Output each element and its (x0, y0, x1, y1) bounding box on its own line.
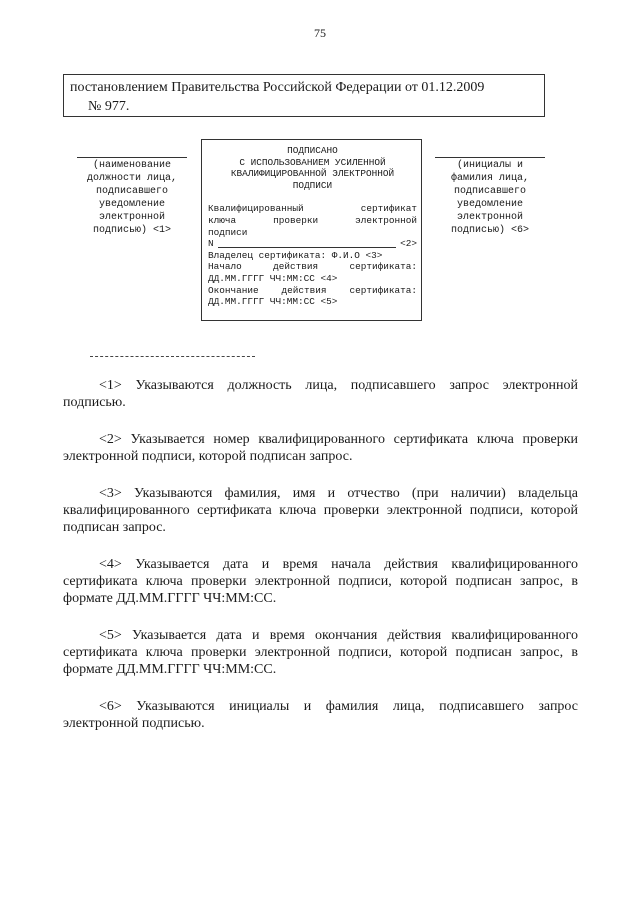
caption-line: подписавшего (95, 186, 168, 197)
certificate-owner: Владелец сертификата: Ф.И.О <3> (208, 249, 383, 261)
caption-line: подписью) <6> (450, 225, 529, 236)
stamp-header-line: ПОДПИСИ (292, 179, 333, 191)
validity-start-label: Начало действия сертификата: (208, 261, 417, 273)
validity-end-label: Окончание действия сертификата: (208, 284, 417, 296)
certificate-label-line: ключа проверки электронной (208, 214, 417, 226)
caption-line: подписью) <1> (92, 225, 171, 236)
caption-line: фамилия лица, (450, 173, 529, 184)
reference-box (63, 74, 545, 117)
stamp-header-line: С ИСПОЛЬЗОВАНИЕМ УСИЛЕННОЙ (239, 156, 386, 168)
validity-start-value: ДД.ММ.ГГГГ ЧЧ:ММ:СС <4> (208, 272, 338, 284)
caption-line: подписавшего (453, 186, 526, 197)
certificate-number-row (208, 238, 417, 250)
footnote-2: <2> Указывается номер квалифицированного сертификата ключа проверки электронной подписи, которой подписан запрос. (63, 432, 578, 464)
caption-line: электронной (456, 212, 523, 223)
caption-line: уведомление (456, 199, 523, 210)
position-caption (77, 157, 187, 237)
caption-line: (наименование (92, 160, 171, 171)
number-note: <2> (400, 238, 417, 250)
name-caption (435, 157, 545, 237)
reference-line-1: постановлением Правительства Российской Федерации от 01.12.2009 (70, 80, 485, 95)
stamp-header-line: КВАЛИФИЦИРОВАННОЙ ЭЛЕКТРОННОЙ (230, 168, 395, 180)
certificate-label-line: подписи (208, 226, 248, 238)
footnote-4: <4> Указывается дата и время начала действия квалифицированного сертификата ключа проверки электронной подписи, которой подписан запрос, в формате ДД.ММ.ГГГГ ЧЧ:ММ:СС. (63, 557, 578, 606)
reference-line-2: № 977. (88, 99, 130, 114)
number-sign: N (208, 238, 214, 250)
footnote-separator (90, 356, 255, 357)
caption-line: уведомление (98, 199, 165, 210)
footnotes (63, 377, 578, 752)
caption-line: должности лица, (86, 173, 177, 184)
validity-end-value: ДД.ММ.ГГГГ ЧЧ:ММ:СС <5> (208, 296, 338, 308)
caption-line: (инициалы и (456, 160, 523, 171)
stamp-header-line: ПОДПИСАНО (287, 145, 338, 156)
caption-line: электронной (98, 212, 165, 223)
number-blank-line (218, 247, 396, 248)
signature-stamp (201, 139, 422, 321)
footnote-5: <5> Указывается дата и время окончания действия квалифицированного сертификата ключа проверки электронной подписи, которой подписан запрос, в формате ДД.ММ.ГГГГ ЧЧ:ММ:СС. (63, 628, 578, 677)
footnote-1: <1> Указываются должность лица, подписавшего запрос электронной подписью. (63, 378, 578, 410)
footnote-3: <3> Указываются фамилия, имя и отчество (при наличии) владельца квалифицированного сертификата ключа проверки электронной подписи, которой подписан запрос. (63, 486, 578, 535)
footnote-6: <6> Указываются инициалы и фамилия лица, подписавшего запрос электронной подписью. (63, 699, 578, 731)
certificate-label-line: Квалифицированный сертификат (208, 203, 417, 215)
page-number: 75 (314, 26, 326, 40)
